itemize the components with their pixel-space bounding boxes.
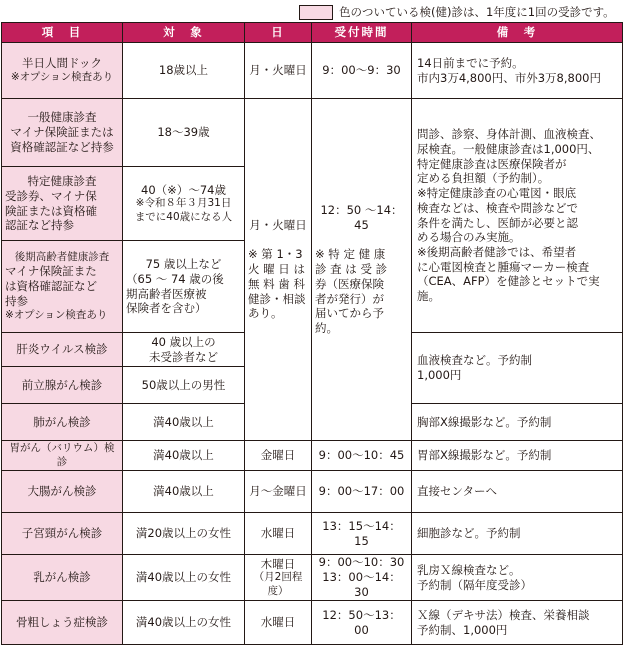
legend-swatch [299,5,333,20]
day-cell: 金曜日 [245,441,312,471]
target-cell: 50歳以上の男性 [123,367,245,404]
target-cell: 満40歳以上の女性 [123,555,245,601]
header-item: 項 目 [2,23,123,43]
table-row [2,601,623,645]
screening-table [1,22,623,645]
time-cell: 9：00～10：45 [312,441,412,471]
note-cell-group: 問診、診察、身体計測、血液検査、 尿検査。一般健康診査は1,000円、 特定健康診査は医療保険者が 定める負担額（予約制）。 ※特定健康診査の心電図・眼底 検査などは、検査や問診などで 条件を満たし、医師が必要と認 める場合のみ実施。 ※後期高齢者健診では、希望者 に心電図検査と腫瘍マーカー検査 （CEA、AFP）を健診とセットで実施。 [412,99,623,333]
item-cell: 一般健康診査 マイナ保険証または 資格確認証など持参 [2,99,123,167]
time-cell: 12：50～13：00 [312,601,412,645]
item-cell: 胃がん（バリウム）検診 [2,441,123,471]
table-row [2,99,623,167]
time-cell-group: 12：50 ～14：45 ※ 特 定 健 康 診 査 は 受 診 券（医療保険 者が発行）が 届いてから予 約。 [312,99,412,441]
header-note: 備 考 [412,23,623,43]
header-row [2,23,623,43]
table-row [2,43,623,99]
target-cell: 18～39歳 [123,99,245,167]
item-cell: 子宮頸がん検診 [2,513,123,555]
target-cell: 40（※）～74歳 ※令和８年３月31日 までに40歳になる人 [123,167,245,241]
time-cell: 9：00～9：30 [312,43,412,99]
legend [299,4,615,20]
note-cell: 胃部X線撮影など。予約制 [412,441,623,471]
note-cell: 14日前までに予約。 市内3万4,800円、市外3万8,800円 [412,43,623,99]
target-cell: 満40歳以上 [123,471,245,513]
target-cell: 満40歳以上の女性 [123,601,245,645]
note-cell: 胸部X線撮影など。予約制 [412,404,623,441]
item-cell: 前立腺がん検診 [2,367,123,404]
day-cell: 木曜日 （月2回程度） [245,555,312,601]
item-cell: 肝炎ウイルス検診 [2,333,123,367]
item-cell: 大腸がん検診 [2,471,123,513]
day-cell: 月～金曜日 [245,471,312,513]
day-cell: 水曜日 [245,513,312,555]
item-cell: 半日人間ドック ※オプション検査あり [2,43,123,99]
table-row [2,441,623,471]
note-cell: 乳房Ｘ線検査など。 予約制（隔年度受診） [412,555,623,601]
target-cell: 満20歳以上の女性 [123,513,245,555]
time-cell: 13：15～14：15 [312,513,412,555]
time-cell: 9：00～17：00 [312,471,412,513]
day-cell: 水曜日 [245,601,312,645]
time-cell: 9：00～10：30 13：00～14：30 [312,555,412,601]
target-cell: 40 歳以上の 未受診者など [123,333,245,367]
note-cell: 直接センターへ [412,471,623,513]
table-row [2,555,623,601]
table-row [2,471,623,513]
header-day: 日 [245,23,312,43]
item-cell: 骨粗しょう症検診 [2,601,123,645]
legend-text: 色のついている検(健)診は、1年度に1回の受診です。 [339,5,615,19]
note-cell: 細胞診など。予約制 [412,513,623,555]
item-cell: 乳がん検診 [2,555,123,601]
target-cell: 18歳以上 [123,43,245,99]
target-cell: 満40歳以上 [123,441,245,471]
note-cell: Ｘ線（デキサ法）検査、栄養相談 予約制、1,000円 [412,601,623,645]
target-cell: 75 歳以上など （65 ～ 74 歳の後 期高齢者医療被 保険者を含む） [123,241,245,333]
item-cell: 特定健康診査 受診券、マイナ保 険証または資格確 認証など持参 [2,167,123,241]
note-cell: 血液検査など。予約制 1,000円 [412,333,623,404]
day-cell-group: 月・火曜日 ※ 第 1・3 火 曜 日 は 無 料 歯 科 健診・相談 あり。 [245,99,312,441]
item-cell: 肺がん検診 [2,404,123,441]
target-cell: 満40歳以上 [123,404,245,441]
item-cell: 後期高齢者健康診査 マイナ保険証また は資格確認証など 持参 ※オプション検査あり [2,241,123,333]
header-time: 受付時間 [312,23,412,43]
header-target: 対 象 [123,23,245,43]
table-row [2,513,623,555]
day-cell: 月・火曜日 [245,43,312,99]
